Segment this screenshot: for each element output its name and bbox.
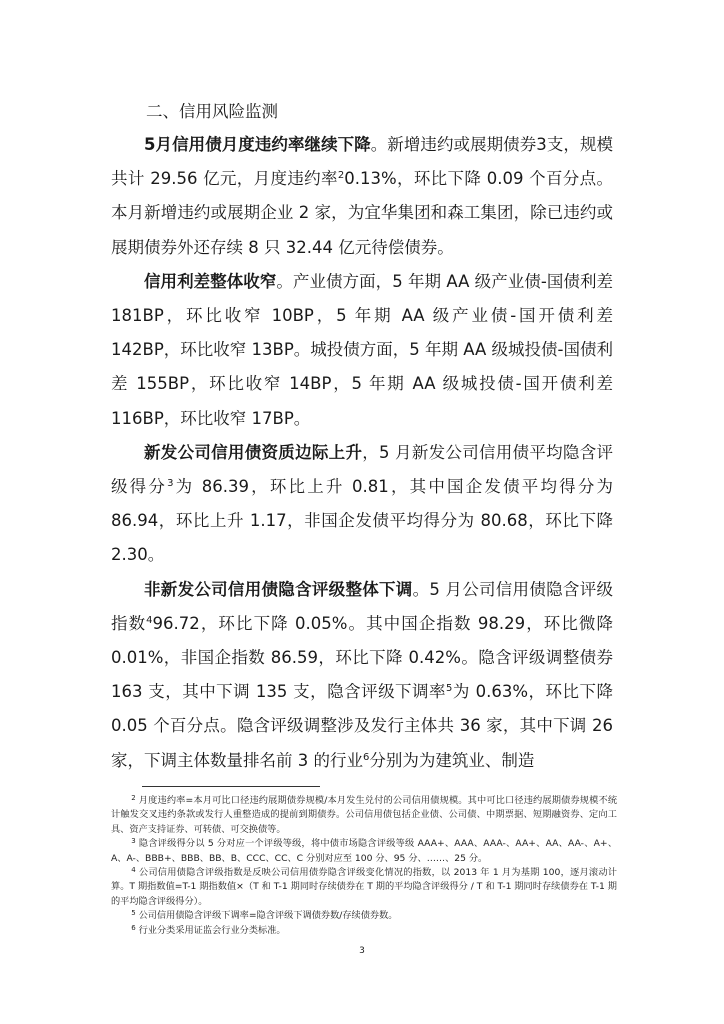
paragraph-lead: 非新发公司信用债隐含评级整体下调 (144, 579, 413, 599)
footnote-text: 公司信用债隐含评级下调率=隐含评级下调债券数/存续债券数。 (138, 910, 398, 922)
footnote-ref: 3 (167, 478, 174, 490)
paragraph-text: 。产业债方面，5 年期 AA 级产业债-国债利差 181BP，环比收窄 10BP，5 年期 AA 级产业债-国开债利差 142BP，环比收窄 13BP。城投债方面，5 年期 AA 级城投债-国债利差 155BP，环比收窄 14BP，5 年期 AA 级城投债-国开债利差 116BP，环比收窄 17BP。 (111, 271, 613, 428)
footnote-text: 公司信用债隐含评级指数是反映公司信用债券隐含评级变化情况的指数，以 2013 年 1 月为基期 100，逐月滚动计算。T 期指数值=T-1 期指数值×（T 和 T-1 期同时存续债券在 T 期的平均隐含评级得分 / T 和 T-1 期同时存续债券在 T-1 期的平均隐含评级得分）。 (111, 867, 617, 907)
paragraph-new-issuance (111, 436, 613, 573)
paragraph-credit-spread (111, 265, 613, 436)
footnote (111, 909, 617, 923)
footnote-ref: 4 (146, 614, 153, 626)
paragraph-text: 。新增违约或展期债券3支，规模共计 29.56 亿元，月度违约率 (111, 135, 614, 189)
body-text (111, 128, 613, 778)
paragraph-lead: 5月信用债月度违约率继续下降 (144, 135, 371, 154)
footnote-divider (142, 786, 320, 787)
footnote-number: 4 (131, 866, 136, 875)
footnotes (111, 794, 617, 938)
footnote-text: 隐含评级得分以 5 分对应一个评级等级，将中债市场隐含评级等级 AAA+、AAA、AAA-、AA+、AA、AA-、A+、A、A-、BBB+、BBB、BB、B、CCC、CC、C 分别对应至 100 分、95 分、……、25 分。 (111, 838, 618, 864)
footnote (111, 866, 617, 909)
footnote-ref: 2 (337, 170, 345, 182)
footnote-number: 5 (131, 909, 136, 918)
section-heading: 二、信用风险监测 (146, 102, 278, 121)
paragraph-text: 96.72，环比下降 0.05%。其中国企指数 98.29，环比微降 0.01%，非国企指数 86.59，环比下降 0.42%。隐含评级调整债券 163 支，其中下调 135 支，隐含评级下调率 (111, 613, 613, 702)
paragraph-default-rate (111, 128, 613, 265)
paragraph-text: 为 0.63%，环比下降 0.05 个百分点。隐含评级调整涉及发行主体共 36 家，其中下调 26 家，下调主体数量排名前 3 的行业 (111, 682, 613, 770)
paragraph-text: 为 86.39，环比上升 0.81，其中国企发债平均得分为 86.94，环比上升 1.17，非国企发债平均得分为 80.68，环比下降 2.30。 (111, 477, 613, 565)
footnote-ref: 5 (446, 683, 453, 695)
paragraph-implied-rating (111, 573, 613, 778)
paragraph-text: 。5 月公司信用债隐含评级指数 (111, 579, 613, 633)
footnote-text: 行业分类采用证监会行业分类标准。 (138, 924, 286, 936)
page-number: 3 (359, 946, 365, 956)
paragraph-text: 0.13%，环比下降 0.09 个百分点。本月新增违约或展期企业 2 家，为宜华集团和森工集团，除已违约或展期债券外还存续 8 只 32.44 亿元待偿债券。 (111, 169, 613, 257)
paragraph-lead: 信用利差整体收窄 (144, 271, 277, 291)
paragraph-text: ，5 月新发公司信用债平均隐含评级得分 (111, 442, 613, 497)
footnote-number: 6 (131, 923, 136, 932)
footnote-text: 月度违约率=本月可比口径违约展期债券规模/本月发生兑付的公司信用债规模。其中可比口径违约展期债券规模不统计触发交叉违约条款或发行人重整造成的提前到期债券。公司信用债包括企业债、公司债、中期票据、短期融资券、定向工具、资产支持证券、可转债、可交换债等。 (111, 795, 618, 835)
paragraph-text: 分别为为建筑业、制造 (369, 750, 535, 770)
footnote (111, 794, 617, 837)
paragraph-lead: 新发公司信用债资质边际上升 (144, 442, 363, 462)
footnote-number: 2 (131, 794, 136, 802)
footnote (111, 837, 617, 866)
footnote-ref: 6 (363, 751, 370, 763)
footnote (111, 924, 617, 938)
footnote-number: 3 (131, 837, 136, 846)
